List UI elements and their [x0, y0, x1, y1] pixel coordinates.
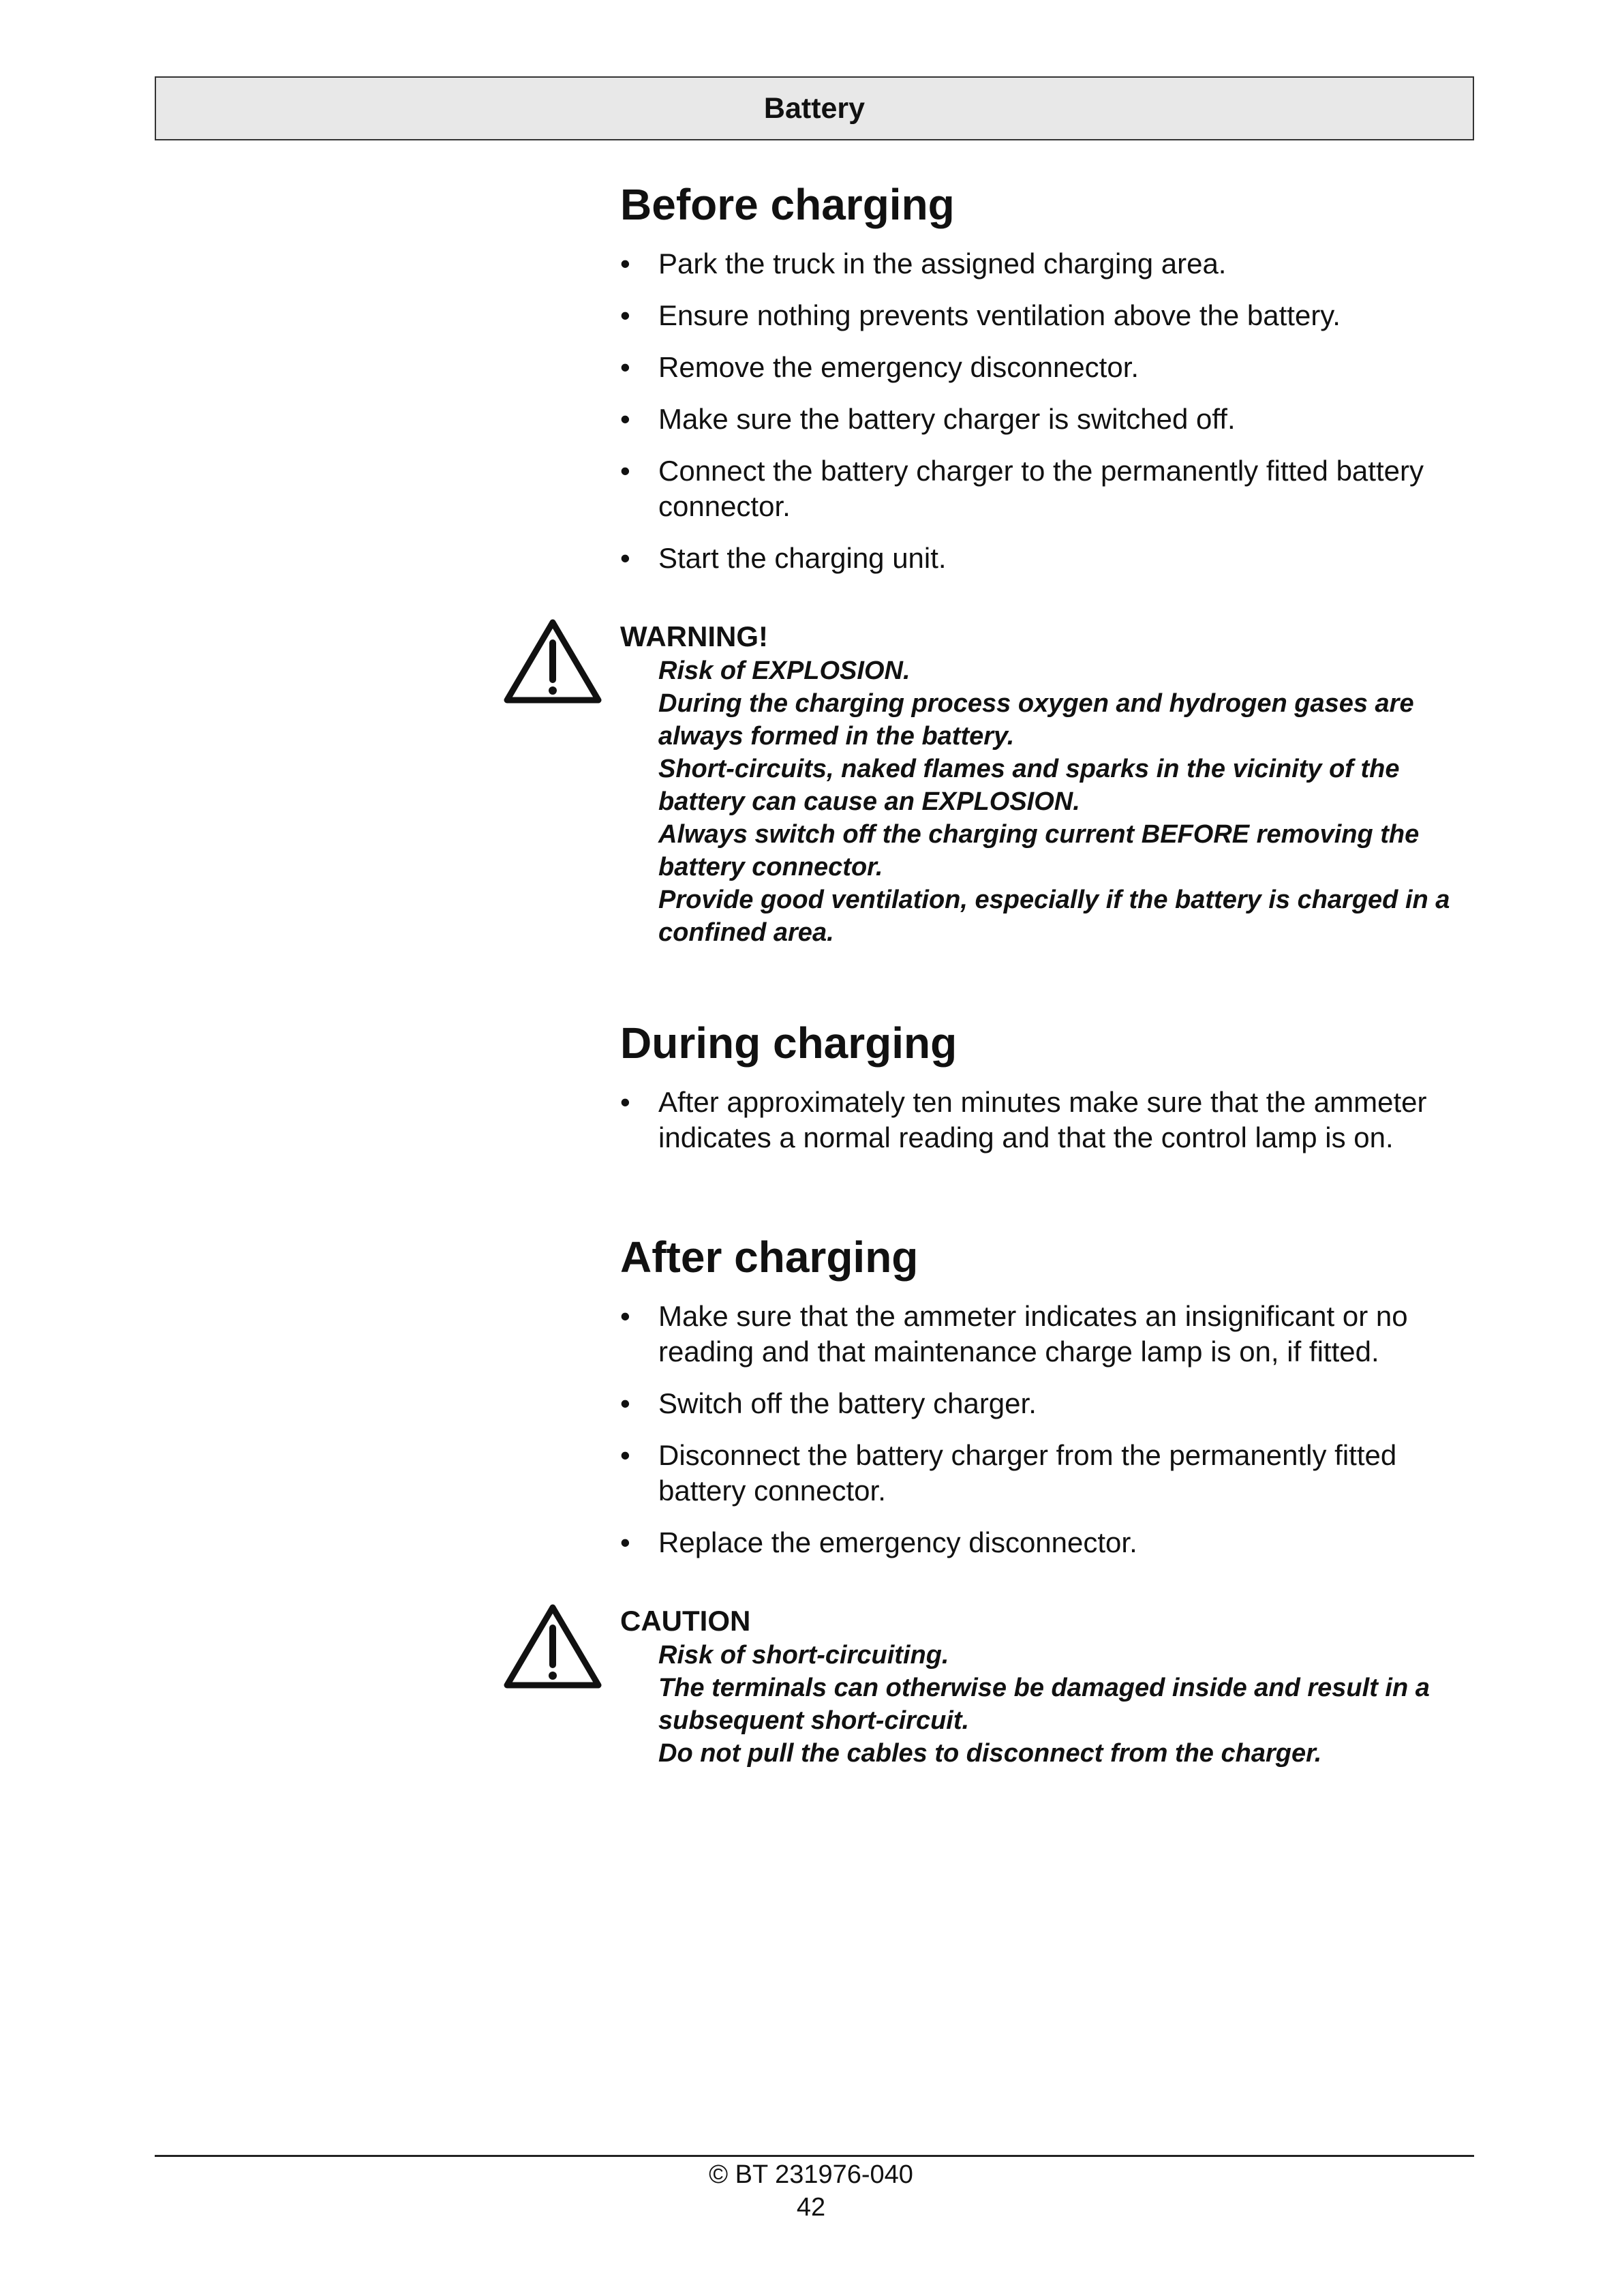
list-item: • Park the truck in the assigned charging area. [620, 247, 1227, 280]
before-charging-section [620, 179, 1479, 592]
caution-line: The terminals can otherwise be damaged inside and result in a subsequent short-circuit. [658, 1674, 1430, 1735]
list-item: • Make sure the battery charger is switched off. [620, 402, 1236, 435]
warning-triangle-icon [503, 617, 602, 706]
list-item: • Ensure nothing prevents ventilation above the battery. [620, 299, 1341, 331]
caution-line: Risk of short-circuiting. [658, 1641, 949, 1670]
warning-line: Risk of EXPLOSION. [658, 656, 911, 685]
during-charging-section [620, 1017, 1479, 1172]
warning-notice [620, 619, 1479, 949]
caution-title: CAUTION [620, 1605, 751, 1637]
list-item: • Connect the battery charger to the permanently fitted battery connector. [620, 454, 1424, 522]
caution-line: Do not pull the cables to disconnect from the charger. [658, 1739, 1322, 1768]
list-item: • Make sure that the ammeter indicates an insignificant or no reading and that maintenance charge lamp is on, if fitted. [620, 1299, 1408, 1368]
list-item: • After approximately ten minutes make sure that the ammeter indicates a normal reading and that the control lamp is on. [620, 1085, 1427, 1153]
caution-notice [620, 1603, 1479, 1770]
caution-triangle-icon [503, 1602, 602, 1691]
section-header [155, 76, 1474, 140]
warning-title: WARNING! [620, 620, 768, 652]
before-charging-list [620, 246, 1479, 576]
list-item: • Disconnect the battery charger from the permanently fitted battery connector. [620, 1438, 1397, 1507]
page-number: 42 [796, 2193, 826, 2222]
after-charging-title: After charging [620, 1233, 919, 1282]
during-charging-list [620, 1085, 1479, 1155]
warning-line: During the charging process oxygen and hydrogen gases are always formed in the battery. [658, 689, 1414, 751]
during-charging-title: During charging [620, 1018, 958, 1068]
warning-line: Short-circuits, naked flames and sparks in the vicinity of the battery can cause an EXPLOSION. [658, 755, 1400, 816]
after-charging-list [620, 1299, 1479, 1560]
after-charging-section [620, 1231, 1479, 1577]
warning-line: Provide good ventilation, especially if the battery is charged in a confined area. [658, 886, 1450, 947]
section-header-title: Battery [763, 91, 866, 125]
warning-line: Always switch off the charging current BEFORE removing the battery connector. [658, 820, 1420, 881]
list-item: • Start the charging unit. [620, 541, 947, 574]
footer-divider [155, 2155, 1474, 2157]
list-item: • Switch off the battery charger. [620, 1387, 1037, 1419]
before-charging-title: Before charging [620, 180, 955, 229]
footer-copyright: © BT 231976-040 [709, 2160, 913, 2189]
list-item: • Replace the emergency disconnector. [620, 1526, 1137, 1558]
list-item: • Remove the emergency disconnector. [620, 350, 1139, 383]
